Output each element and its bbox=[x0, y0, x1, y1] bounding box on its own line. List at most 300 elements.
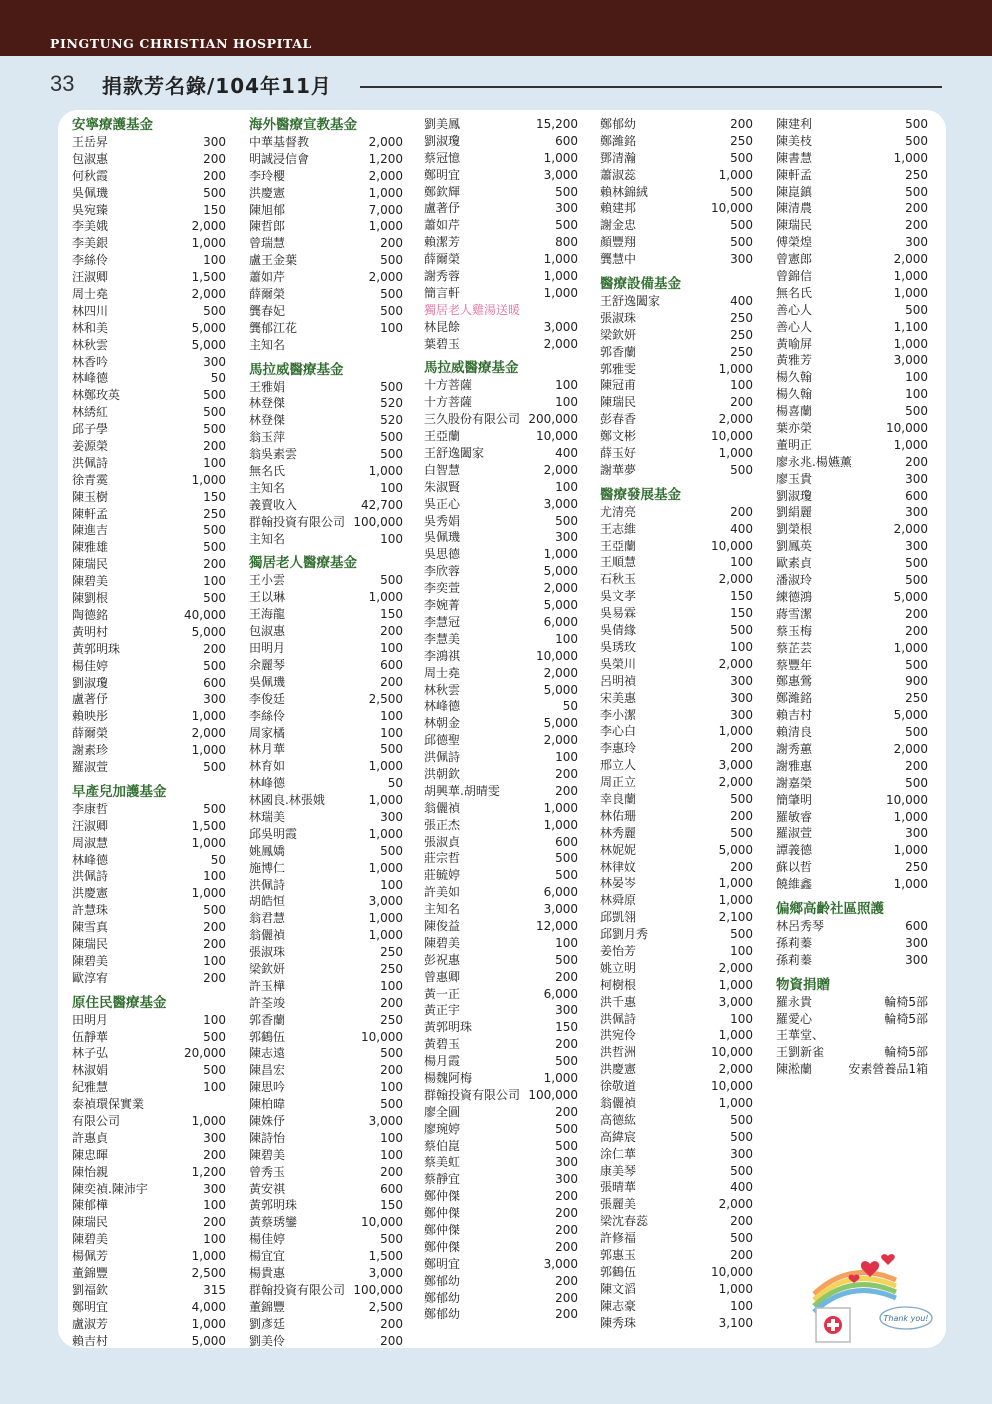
donor-row bbox=[72, 337, 226, 354]
donor-row bbox=[600, 411, 753, 428]
donor-row bbox=[600, 740, 753, 757]
donor-name: 蔣雪潔 bbox=[776, 606, 813, 621]
donor-name: 蔡美虹 bbox=[424, 1155, 461, 1170]
donor-name: 劉美伶 bbox=[249, 1333, 286, 1348]
donor-name: 主知名 bbox=[249, 531, 286, 546]
donor-name: 吳文孝 bbox=[600, 589, 637, 604]
donor-name: 曾惠卿 bbox=[424, 969, 461, 984]
donor-name: 謝嘉榮 bbox=[776, 775, 813, 790]
donor-name: 翁玉萍 bbox=[249, 430, 286, 445]
donation-amount: 100 bbox=[555, 631, 578, 646]
donation-amount: 200 bbox=[380, 1063, 403, 1078]
donation-amount: 500 bbox=[203, 658, 226, 673]
donor-row bbox=[424, 133, 578, 150]
donation-amount: 200 bbox=[555, 1239, 578, 1254]
donor-row bbox=[72, 539, 226, 556]
donation-amount: 40,000 bbox=[184, 607, 226, 622]
donor-row bbox=[72, 1248, 226, 1265]
donor-row bbox=[249, 927, 403, 944]
donor-name: 蔡伯崑 bbox=[424, 1138, 461, 1153]
donation-amount: 400 bbox=[730, 521, 753, 536]
donor-name: 鄭明宜 bbox=[72, 1299, 109, 1314]
donor-row bbox=[72, 438, 226, 455]
section-title: 物資捐贈 bbox=[776, 976, 830, 993]
donor-row bbox=[72, 1214, 226, 1231]
donation-amount: 500 bbox=[380, 1232, 403, 1247]
donor-row bbox=[249, 1079, 403, 1096]
section-title: 醫療設備基金 bbox=[600, 276, 681, 293]
donor-name: 林子弘 bbox=[72, 1046, 109, 1061]
donor-name: 劉淑瓊 bbox=[776, 488, 813, 503]
donor-name: 劉彥廷 bbox=[249, 1316, 286, 1331]
donor-name: 鄭濰銘 bbox=[776, 691, 813, 706]
donation-amount: 600 bbox=[380, 657, 403, 672]
donor-name: 林四川 bbox=[72, 303, 109, 318]
donor-name: 吳秀娟 bbox=[424, 513, 461, 528]
donation-amount: 200 bbox=[905, 218, 928, 233]
donor-row bbox=[600, 1078, 753, 1095]
donor-row bbox=[776, 488, 928, 505]
donor-name: 泰禎環保實業 bbox=[72, 1097, 145, 1112]
donor-row bbox=[249, 1096, 403, 1113]
donor-row bbox=[600, 344, 753, 361]
donor-name: 許修福 bbox=[600, 1231, 637, 1246]
donor-row bbox=[776, 116, 928, 133]
donor-name: 王海龍 bbox=[249, 607, 286, 622]
donor-row bbox=[249, 877, 403, 894]
donation-amount: 250 bbox=[730, 310, 753, 325]
donor-row bbox=[424, 648, 578, 665]
donor-name: 洪佩詩 bbox=[249, 877, 286, 892]
donor-row bbox=[776, 471, 928, 488]
donor-name: 黃郭明珠 bbox=[249, 1198, 298, 1213]
page-title: 捐款芳名錄/104年11月 bbox=[102, 74, 332, 98]
donation-amount: 6,000 bbox=[543, 986, 578, 1001]
donor-row bbox=[424, 935, 578, 952]
donor-row bbox=[600, 1027, 753, 1044]
donor-row bbox=[72, 202, 226, 219]
donation-amount: 500 bbox=[380, 843, 403, 858]
donation-amount: 150 bbox=[203, 202, 226, 217]
donation-amount: 500 bbox=[905, 117, 928, 131]
donation-amount: 1,000 bbox=[191, 472, 226, 487]
donation-amount: 1,000 bbox=[368, 911, 403, 926]
donation-amount: 600 bbox=[905, 918, 928, 933]
donor-row bbox=[600, 943, 753, 960]
donor-name: 鄭仲傑 bbox=[424, 1223, 461, 1237]
donor-name: 蘇以哲 bbox=[776, 860, 813, 875]
donor-row bbox=[72, 151, 226, 168]
donation-amount: 300 bbox=[203, 354, 226, 369]
donation-amount: 100 bbox=[905, 370, 928, 385]
donation-amount: 2,000 bbox=[718, 572, 753, 587]
donor-name: 盧著伃 bbox=[72, 692, 109, 707]
donor-row bbox=[72, 1197, 226, 1214]
donor-row bbox=[424, 1306, 578, 1323]
donor-row bbox=[249, 1316, 403, 1333]
donation-amount: 150 bbox=[730, 589, 753, 604]
donor-name: 張麗美 bbox=[600, 1197, 637, 1212]
page-number: 33 bbox=[50, 71, 75, 96]
donation-amount: 200 bbox=[203, 641, 226, 656]
donor-name: 黃郭明珠 bbox=[72, 641, 121, 656]
donation-amount: 200 bbox=[905, 454, 928, 469]
donor-row bbox=[72, 641, 226, 658]
donor-name: 陳軒孟 bbox=[776, 167, 813, 182]
donation-amount: 1,000 bbox=[191, 835, 226, 850]
donor-name: 賴清良 bbox=[776, 725, 813, 740]
donor-name: 賴吉村 bbox=[72, 1333, 109, 1348]
donor-row bbox=[424, 1290, 578, 1307]
donor-name: 林妮妮 bbox=[600, 842, 637, 857]
donor-row bbox=[424, 1188, 578, 1205]
donation-amount: 520 bbox=[380, 396, 403, 411]
donation-amount: 150 bbox=[730, 606, 753, 621]
donor-name: 李惠玲 bbox=[600, 741, 637, 756]
donor-row bbox=[600, 1129, 753, 1146]
donor-name: 謝秀蕙 bbox=[776, 741, 813, 756]
donation-amount: 5,000 bbox=[191, 624, 226, 639]
donation-amount: 200 bbox=[905, 201, 928, 216]
donor-row bbox=[249, 809, 403, 826]
donor-row bbox=[249, 826, 403, 843]
donation-amount: 3,000 bbox=[543, 1256, 578, 1271]
donor-row bbox=[776, 724, 928, 741]
donor-name: 吳易霖 bbox=[600, 606, 637, 621]
donor-row bbox=[776, 200, 928, 217]
donor-row bbox=[424, 918, 578, 935]
donor-row bbox=[249, 961, 403, 978]
donor-name: 徐青霙 bbox=[72, 472, 109, 487]
donation-amount: 500 bbox=[380, 287, 403, 302]
donation-amount: 250 bbox=[905, 860, 928, 875]
donor-row bbox=[424, 546, 578, 563]
donation-amount: 2,000 bbox=[368, 168, 403, 183]
donor-row bbox=[600, 293, 753, 310]
donor-name: 洪朝欽 bbox=[424, 766, 461, 781]
donation-amount: 500 bbox=[905, 725, 928, 740]
donor-name: 楊魏阿梅 bbox=[424, 1070, 473, 1085]
donor-row bbox=[249, 395, 403, 412]
donor-name: 石秋玉 bbox=[600, 572, 637, 587]
donation-amount: 150 bbox=[555, 1020, 578, 1035]
donation-amount: 3,000 bbox=[893, 353, 928, 368]
donation-amount: 500 bbox=[555, 868, 578, 883]
donation-amount: 輪椅5部 bbox=[884, 994, 928, 1009]
donor-name: 賴潔芳 bbox=[424, 235, 461, 250]
donation-amount: 100 bbox=[380, 641, 403, 656]
donation-amount: 1,000 bbox=[368, 793, 403, 808]
donor-row bbox=[249, 860, 403, 877]
donor-row bbox=[424, 665, 578, 682]
donor-name: 姜源榮 bbox=[72, 439, 109, 454]
donor-name: 練德鴻 bbox=[776, 589, 813, 604]
donor-name: 吳佩璣 bbox=[424, 530, 461, 545]
donor-row bbox=[424, 800, 578, 817]
donor-name: 鄭郁幼 bbox=[424, 1290, 461, 1305]
donor-name: 幸良蘭 bbox=[600, 791, 637, 806]
donor-name: 吳榮川 bbox=[600, 656, 637, 671]
donor-row bbox=[600, 521, 753, 538]
donation-amount: 500 bbox=[730, 623, 753, 638]
donor-name: 羅敏睿 bbox=[776, 809, 813, 824]
donation-amount: 200 bbox=[555, 1290, 578, 1305]
donation-amount: 100 bbox=[730, 943, 753, 958]
donor-name: 陳瑞民 bbox=[72, 1215, 109, 1230]
donation-amount: 200 bbox=[203, 970, 226, 985]
donor-row bbox=[72, 1265, 226, 1282]
donor-name: 陳崑鎮 bbox=[776, 184, 813, 199]
donor-row bbox=[600, 1298, 753, 1315]
donor-name: 康美琴 bbox=[600, 1163, 637, 1178]
donor-row bbox=[72, 885, 226, 902]
donation-amount: 200 bbox=[203, 439, 226, 454]
donor-name: 有限公司 bbox=[72, 1113, 121, 1128]
donor-name: 黃正宇 bbox=[424, 1003, 461, 1018]
donor-name: 主知名 bbox=[249, 337, 286, 352]
donor-row bbox=[424, 462, 578, 479]
donor-name: 鄭明宜 bbox=[424, 167, 461, 182]
donor-name: 郭香蘭 bbox=[600, 344, 637, 359]
donor-name: 吳思德 bbox=[424, 547, 461, 562]
donor-row bbox=[249, 674, 403, 691]
donation-amount: 200 bbox=[203, 936, 226, 951]
donation-amount: 200 bbox=[380, 1333, 403, 1348]
donation-amount: 1,000 bbox=[368, 219, 403, 234]
donor-row bbox=[776, 454, 928, 471]
donor-row bbox=[776, 251, 928, 268]
donation-amount: 200 bbox=[555, 1307, 578, 1322]
donation-amount: 6,000 bbox=[543, 614, 578, 629]
donor-name: 謝華夢 bbox=[600, 462, 637, 477]
donor-row bbox=[424, 1053, 578, 1070]
donation-amount: 500 bbox=[555, 1054, 578, 1069]
donation-amount: 10,000 bbox=[711, 429, 753, 444]
donor-row bbox=[600, 1230, 753, 1247]
donation-amount: 1,500 bbox=[191, 270, 226, 285]
donation-amount: 1,000 bbox=[191, 1316, 226, 1331]
donation-amount: 100 bbox=[380, 1080, 403, 1095]
donation-amount: 200 bbox=[730, 808, 753, 823]
donor-name: 林淑娟 bbox=[72, 1063, 109, 1078]
donor-name: 陳淞蘭 bbox=[776, 1062, 813, 1077]
donor-name: 王岳昇 bbox=[72, 135, 109, 149]
donor-name: 郭鶴伍 bbox=[249, 1029, 286, 1044]
donation-amount: 1,000 bbox=[543, 150, 578, 165]
donation-amount: 1,000 bbox=[893, 843, 928, 858]
donor-name: 陳哲郎 bbox=[249, 219, 286, 234]
donation-amount: 200 bbox=[730, 504, 753, 519]
donor-row bbox=[249, 446, 403, 463]
donation-amount: 2,000 bbox=[893, 741, 928, 756]
donor-name: 汪淑卿 bbox=[72, 270, 109, 285]
donation-amount: 300 bbox=[905, 952, 928, 967]
donation-amount: 500 bbox=[380, 430, 403, 445]
donor-name: 薛玉好 bbox=[600, 446, 637, 461]
donation-amount: 200,000 bbox=[528, 412, 578, 427]
donor-name: 李絲伶 bbox=[72, 253, 109, 268]
donation-amount: 200 bbox=[203, 168, 226, 183]
donation-amount: 1,000 bbox=[543, 285, 578, 300]
donation-amount: 1,500 bbox=[191, 818, 226, 833]
donor-name: 陳碧美 bbox=[72, 1232, 109, 1247]
donor-row bbox=[776, 1061, 928, 1078]
donor-row bbox=[776, 302, 928, 319]
donor-row bbox=[600, 462, 753, 479]
donation-amount: 300 bbox=[555, 1172, 578, 1187]
donor-name: 無名氏 bbox=[776, 285, 813, 300]
donor-row bbox=[249, 235, 403, 252]
donation-amount: 200 bbox=[555, 969, 578, 984]
donation-amount: 500 bbox=[203, 1063, 226, 1078]
donor-name: 龔郁江花 bbox=[249, 320, 298, 335]
donation-amount: 1,200 bbox=[191, 1164, 226, 1179]
donation-amount: 2,000 bbox=[191, 287, 226, 302]
donor-name: 賴建邦 bbox=[600, 201, 637, 216]
column-2 bbox=[249, 116, 403, 1349]
donor-name: 劉淑瓊 bbox=[72, 675, 109, 690]
donor-row bbox=[249, 1248, 403, 1265]
donor-name: 林秀麗 bbox=[600, 825, 637, 840]
donor-name: 劉美鳳 bbox=[424, 117, 461, 131]
donation-amount: 500 bbox=[730, 1163, 753, 1178]
section-title: 馬拉威醫療基金 bbox=[249, 361, 344, 378]
donation-amount: 1,000 bbox=[543, 1070, 578, 1085]
donor-name: 周正立 bbox=[600, 775, 637, 790]
donation-amount: 500 bbox=[905, 657, 928, 672]
donor-row bbox=[600, 960, 753, 977]
donation-amount: 500 bbox=[730, 927, 753, 942]
donor-name: 十方菩薩 bbox=[424, 378, 473, 393]
donor-name: 蔡豐年 bbox=[776, 657, 813, 672]
donor-name: 葉碧玉 bbox=[424, 336, 461, 351]
donor-row bbox=[600, 656, 753, 673]
donor-name: 羅淑萱 bbox=[776, 826, 813, 841]
donor-row bbox=[249, 463, 403, 480]
donor-name: 吳琇玫 bbox=[600, 639, 637, 654]
donation-amount: 500 bbox=[203, 1029, 226, 1044]
donation-amount: 3,000 bbox=[543, 167, 578, 182]
donor-name: 鄭郁幼 bbox=[424, 1307, 461, 1322]
donor-row bbox=[600, 994, 753, 1011]
donation-amount: 250 bbox=[730, 327, 753, 342]
donor-name: 黃一正 bbox=[424, 986, 461, 1001]
donor-row bbox=[249, 978, 403, 995]
donor-name: 林律妏 bbox=[600, 859, 637, 874]
donation-amount: 1,000 bbox=[543, 547, 578, 562]
donor-row bbox=[72, 421, 226, 438]
donation-amount: 500 bbox=[555, 184, 578, 199]
donor-row bbox=[600, 791, 753, 808]
donor-row bbox=[776, 184, 928, 201]
donor-row bbox=[424, 732, 578, 749]
donor-name: 陳碧美 bbox=[249, 1147, 286, 1162]
donor-name: 陳美枝 bbox=[776, 133, 813, 148]
donor-row bbox=[776, 876, 928, 893]
donor-row bbox=[72, 1045, 226, 1062]
donor-row bbox=[72, 970, 226, 987]
donation-amount: 5,000 bbox=[543, 716, 578, 731]
donor-name: 蕭如芹 bbox=[249, 270, 286, 285]
donation-amount: 100 bbox=[730, 1298, 753, 1313]
donation-amount: 10,000 bbox=[711, 1264, 753, 1279]
donation-amount: 1,000 bbox=[893, 809, 928, 824]
donor-name: 蕭如芹 bbox=[424, 218, 461, 233]
donation-amount: 500 bbox=[730, 825, 753, 840]
donor-name: 孫莉蓁 bbox=[776, 952, 813, 967]
donor-name: 伍靜華 bbox=[72, 1029, 109, 1044]
donor-row bbox=[424, 1036, 578, 1053]
donor-row bbox=[776, 690, 928, 707]
donor-row bbox=[249, 741, 403, 758]
donation-amount: 200 bbox=[380, 236, 403, 251]
donor-row bbox=[72, 1029, 226, 1046]
donation-amount: 50 bbox=[562, 699, 578, 714]
donation-amount: 1,000 bbox=[191, 743, 226, 758]
donor-row bbox=[776, 572, 928, 589]
donor-name: 涂仁華 bbox=[600, 1146, 637, 1161]
donation-amount: 3,000 bbox=[718, 758, 753, 773]
donor-row bbox=[600, 774, 753, 791]
donor-name: 王順慧 bbox=[600, 555, 637, 570]
donor-row bbox=[249, 725, 403, 742]
donor-row bbox=[72, 1299, 226, 1316]
donation-amount: 300 bbox=[203, 1130, 226, 1145]
donation-amount: 300 bbox=[905, 471, 928, 486]
section-title: 獨居老人醫療基金 bbox=[249, 555, 357, 572]
donor-row bbox=[424, 1273, 578, 1290]
donor-name: 吳佩璣 bbox=[72, 185, 109, 200]
donor-name: 鄭仲傑 bbox=[424, 1206, 461, 1221]
donation-amount: 2,000 bbox=[543, 665, 578, 680]
donor-row bbox=[72, 919, 226, 936]
donor-row bbox=[249, 572, 403, 589]
donation-amount: 600 bbox=[555, 834, 578, 849]
donor-row bbox=[776, 707, 928, 724]
donor-name: 許美如 bbox=[424, 885, 461, 900]
donation-amount: 520 bbox=[380, 413, 403, 428]
donor-row bbox=[600, 1315, 753, 1332]
donor-name: 翁儷禎 bbox=[249, 928, 286, 943]
donor-row bbox=[424, 1070, 578, 1087]
donor-row bbox=[600, 167, 753, 184]
donor-row bbox=[600, 1196, 753, 1213]
donor-name: 陳柏暐 bbox=[249, 1097, 286, 1112]
donor-name: 洪慶憲 bbox=[249, 185, 286, 200]
donor-row bbox=[249, 1333, 403, 1350]
donor-name: 尤清亮 bbox=[600, 504, 637, 519]
donor-name: 蔡冠憶 bbox=[424, 150, 461, 165]
donor-row bbox=[72, 1164, 226, 1181]
donor-row bbox=[249, 708, 403, 725]
donor-row bbox=[776, 369, 928, 386]
donor-row bbox=[600, 251, 753, 268]
donor-name: 楊佳婷 bbox=[72, 658, 109, 673]
donation-amount: 200 bbox=[380, 1164, 403, 1179]
donor-name: 李奕萱 bbox=[424, 581, 461, 596]
donor-row bbox=[600, 1179, 753, 1196]
donation-amount: 100 bbox=[380, 320, 403, 335]
donation-amount: 1,000 bbox=[718, 876, 753, 891]
donor-row bbox=[249, 1113, 403, 1130]
donor-row bbox=[249, 1029, 403, 1046]
donor-name: 林昆餘 bbox=[424, 319, 461, 334]
donor-row bbox=[249, 1012, 403, 1029]
donor-name: 王華堂、 bbox=[776, 1028, 825, 1043]
donor-name: 李玲櫻 bbox=[249, 168, 286, 183]
donor-row bbox=[424, 1205, 578, 1222]
donation-amount: 5,000 bbox=[543, 682, 578, 697]
